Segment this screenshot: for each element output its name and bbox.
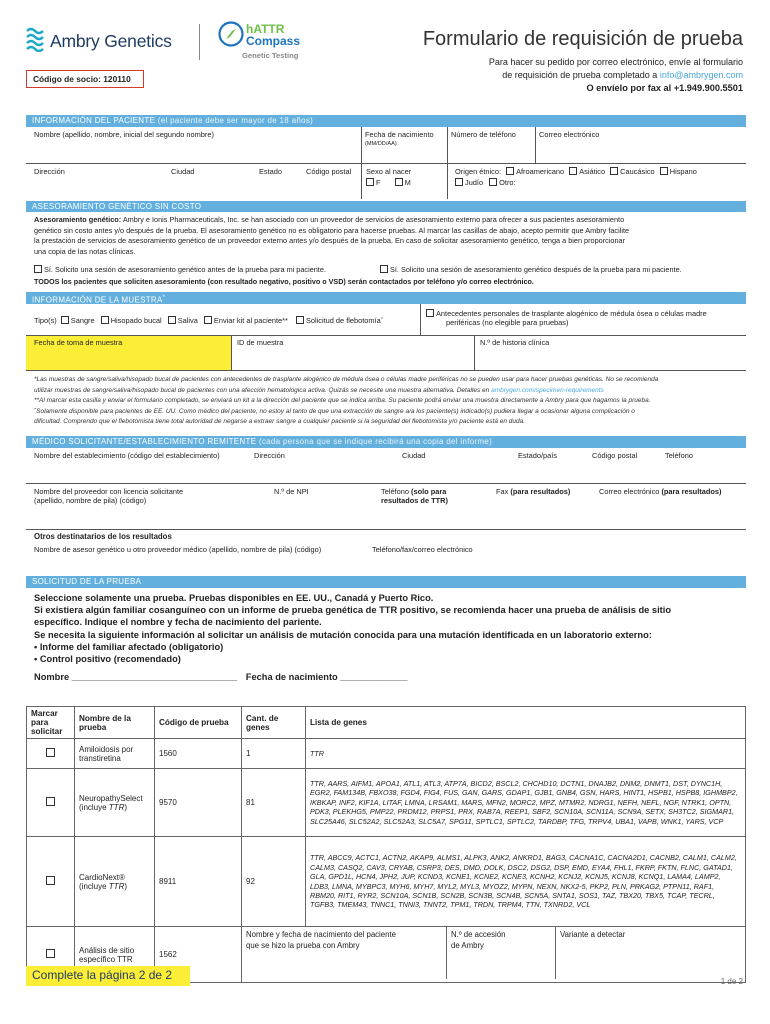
gene-count: 92 bbox=[242, 837, 306, 927]
results-phone-text: Teléfono bbox=[381, 487, 409, 496]
phone-label: Número de teléfono bbox=[451, 130, 516, 139]
results-phone-label bbox=[381, 487, 448, 506]
request-line-1: Seleccione solamente una prueba. Pruebas disponibles en EE. UU., Canadá y Puerto Rico. bbox=[34, 593, 434, 603]
zip-label: Código postal bbox=[306, 167, 352, 176]
request-instructions bbox=[34, 592, 746, 683]
transplant-label-1: Antecedentes personales de trasplante alogénico de médula ósea o células madre bbox=[436, 309, 707, 318]
origin-label-5: Otro: bbox=[499, 178, 516, 187]
table-row bbox=[27, 837, 746, 927]
instructions-line-2-text: de requisición de prueba completado a bbox=[502, 70, 658, 80]
request-bullet-2: • Control positivo (recomendado) bbox=[34, 654, 181, 665]
test-name-post: ) bbox=[124, 881, 128, 891]
gene-list: TTR, AARS, AIFM1, APOA1, ATL1, ATL3, ATP7A, BICD2, BSCL2, CHCHD10, DCTN1, DNAJB2, DNM2, DNMT1, DST, DYNC1H, EGR2, FAM134B, FBXO38, FGD4, FIG4, FUS, GAN, GARS, GDAP1, GJB1, GNB4, GSN, HARS, HINT1, HSPB1, HSPB8, IGHMBP2, IKBKAP, INF2, KIF1A, LITAF, LMNA, LRSAM1, MARS, MFN2, MORC2, MPZ, MTMR2, NDRG1, NEFH, NEFL, NGF, NTRK1, OPTN, PDK3, PLEKHG5, PMP22, PRDM12, PRPS1, PRX, RAB7A, REEP1, SBF2, SCN10A, SCN11A, SCN9A, SETX, SH3TC2, SIGMAR1, SLC25A46, SLC52A2, SLC52A3, SLC5A7, SPG11, SPTLC1, SPTLC2, TARDBP, TFG, TRPV4, UBA1, VAPB, WNK1, YARS, VCP bbox=[306, 769, 746, 837]
ambry-waves-icon bbox=[26, 26, 46, 52]
telfax-label: Teléfono/fax/correo electrónico bbox=[372, 545, 473, 554]
relative-dob-line[interactable]: Fecha de nacimiento _____________ bbox=[245, 672, 408, 683]
provider-section-header bbox=[26, 436, 746, 448]
request-line-4: Se necesita la siguiente información al solicitar un análisis de mutación conocida para una mutación identificada en un laboratorio externo: bbox=[34, 629, 652, 640]
tests-table bbox=[26, 706, 746, 983]
table-row bbox=[27, 769, 746, 837]
gene-count: 1 bbox=[242, 739, 306, 769]
licensed-provider-label bbox=[34, 487, 183, 506]
logo-divider bbox=[199, 24, 200, 60]
dob-format: (MM/DD/AA) bbox=[365, 141, 397, 147]
test-name-text: NeuropathySelect (incluye bbox=[79, 793, 143, 812]
results-phone-bold: (solo para bbox=[411, 487, 447, 496]
counseling-text bbox=[34, 215, 746, 257]
sample-footnotes bbox=[34, 375, 746, 428]
compass-icon bbox=[218, 21, 244, 47]
table-row bbox=[27, 739, 746, 769]
hattr-label: hATTR bbox=[246, 22, 285, 36]
counseling-line-2: genético sin costo antes y/o después de la prueba. El asesoramiento genético no es obligatorio para hacerse pruebas. Al marcar las casillas de abajo, acepto permitir que Ambry facilite bbox=[34, 225, 630, 235]
origin-options-row2 bbox=[455, 178, 516, 187]
test-name: Análisis de sitio específico TTR bbox=[75, 927, 155, 983]
variant-field[interactable] bbox=[555, 927, 745, 979]
patient-section-subtitle: (el paciente debe ser mayor de 18 años) bbox=[157, 116, 314, 125]
patient-email-label: Correo electrónico bbox=[539, 130, 600, 139]
test-code: 1560 bbox=[155, 739, 242, 769]
sample-types bbox=[34, 316, 383, 325]
mrn-label: N.º de historia clínica bbox=[480, 338, 550, 347]
counseling-note: TODOS los pacientes que soliciten asesoramiento (con resultado negativo, positivo o VSD) serán contactados por teléfono y/o correo electrónico. bbox=[34, 277, 534, 286]
test-name: Amiloidosis por transtiretina bbox=[75, 739, 155, 769]
col-test-code: Código de prueba bbox=[155, 707, 242, 739]
relative-info-label-2: que se hizo la prueba con Ambry bbox=[246, 940, 360, 950]
instructions bbox=[489, 56, 743, 95]
results-fax-bold: (para resultados) bbox=[510, 487, 571, 496]
sample-footnote-3: **Al marcar esta casilla y enviar el formulario completado, se enviará un kit a la dirección del paciente que se indica arriba. Su paciente podrá enviar una muestra directamente a Ambry para que hagamos la prueba. bbox=[34, 397, 651, 405]
provider-section-title: MÉDICO SOLICITANTE/ESTABLECIMIENTO REMITENTE bbox=[32, 437, 257, 446]
test-code: 1562 bbox=[155, 927, 242, 983]
city-label: Ciudad bbox=[171, 167, 195, 176]
sex-m-label: M bbox=[404, 178, 411, 187]
partner-code: Código de socio: 120110 bbox=[33, 74, 131, 84]
sample-footnote-2: utilizar muestras de sangre/saliva/hisopado bucal de pacientes con una afección hematológica activa. Quizás se necesite una muestra alternativa. Detalles en bbox=[34, 386, 490, 394]
origin-checkbox-0[interactable] bbox=[506, 167, 514, 175]
counseling-section-title: ASESORAMIENTO GENÉTICO SIN COSTO bbox=[32, 202, 202, 211]
test-code: 9570 bbox=[155, 769, 242, 837]
ambry-logo bbox=[26, 26, 191, 54]
provider-zip-label: Código postal bbox=[592, 451, 638, 460]
sample-footnote-1: *Las muestras de sangre/saliva/hisopado bucal de pacientes con antecedentes de trasplante alogénico de médula ósea o células madre periféricas no se pueden usar para hacer pruebas genéticas. No se recomienda bbox=[34, 376, 659, 383]
provider-state-label: Estado/país bbox=[518, 451, 558, 460]
fax-line: O envíelo por fax al +1.949.900.5501 bbox=[586, 83, 743, 93]
origin-label-0: Afroamericano bbox=[516, 167, 565, 176]
origin-checkbox-4[interactable] bbox=[455, 178, 463, 186]
genetic-testing-label: Genetic Testing bbox=[242, 51, 299, 60]
dob-label: Fecha de nacimiento bbox=[365, 130, 434, 139]
results-fax-label bbox=[496, 487, 570, 496]
results-email-text: Correo electrónico bbox=[599, 487, 660, 496]
sex-f-checkbox[interactable] bbox=[366, 178, 374, 186]
sample-type-checkbox-3[interactable] bbox=[204, 316, 212, 324]
state-label: Estado bbox=[259, 167, 283, 176]
accession-label-2: de Ambry bbox=[451, 940, 484, 950]
sample-section-sup: * bbox=[162, 295, 166, 301]
test-name-text: CardioNext® (incluye bbox=[79, 872, 125, 891]
sample-footnote-4: ˆSolamente disponible para pacientes de EE. UU. Como médico del paciente, no estoy al tanto de que una extracción de sangre a/a los paciente(s) indicado(s) pudiera llegar a ocasionar alguna complicación o bbox=[34, 407, 635, 415]
test-name bbox=[75, 769, 155, 837]
counseling-after bbox=[380, 265, 682, 274]
test-name-italic: TTR bbox=[108, 802, 125, 812]
sample-footnote-5: dificultad. Comprendo que el flebotomista tiene total autoridad de negarse a extraer sangre a cualquier paciente si la seguridad del flebotomista y/o paciente está en duda. bbox=[34, 418, 526, 426]
sample-type-label: Tipo(s) bbox=[34, 316, 57, 325]
origin-label-3: Hispano bbox=[669, 167, 697, 176]
results-fax-text: Fax bbox=[496, 487, 509, 496]
provider-section-subtitle: (cada persona que se indique recibirá una copia del informe) bbox=[258, 437, 493, 446]
licensed-provider-line-1: Nombre del proveedor con licencia solicitante bbox=[34, 487, 184, 496]
gene-list: TTR, ABCC9, ACTC1, ACTN2, AKAP9, ALMS1, ALPK3, ANK2, ANKRD1, BAG3, CACNA1C, CACNA2D1, CACNB2, CALM1, CALM2, CALM3, CASQ2, CAV3, CRYAB, CSRP3, DES, DMD, DOLK, DSC2, DSG2, DSP, EMD, EYA4, FHL1, FKRP, FKTN, FLNC, GATAD1, GLA, GPD1L, HCN4, JPH2, JUP, KCND3, KCNE1, KCNE2, KCNE3, KCNH2, KCNJ2, KCNJ5, KCNJ8, KCNQ1, LAMA4, LAMP2, LDB3, LMNA, MYBPC3, MYH6, MYH7, MYL2, MYL3, MYOZ2, MYPN, NEXN, NKX2-5, PKP2, PLN, PRKAG2, PTPN11, RAF1, RBM20, RIT1, RYR2, SCN10A, SCN1B, SCN2B, SCN3B, SCN4B, SCN5A, SNTA1, SOS1, TAZ, TBX20, TBX5, TCAP, TECRL, TGFB3, TMEM43, TNNC1, TNNI3, TNNT2, TPM1, TRDN, TRPM4, TTN, TXNRD2, VCL bbox=[306, 837, 746, 927]
provider-phone-label: Teléfono bbox=[665, 451, 693, 460]
results-email-label bbox=[599, 487, 721, 496]
transplant-option bbox=[426, 309, 707, 328]
sample-type-checkbox-1[interactable] bbox=[101, 316, 109, 324]
sex-label: Sexo al nacer bbox=[366, 167, 412, 176]
test-checkbox-cardionext[interactable] bbox=[46, 876, 55, 885]
sample-type-label-3: Enviar kit al paciente** bbox=[213, 316, 288, 325]
provider-city-label: Ciudad bbox=[402, 451, 426, 460]
test-name-italic: TTR bbox=[108, 881, 125, 891]
counseling-before-checkbox[interactable] bbox=[34, 265, 42, 273]
provider-address-label: Dirección bbox=[254, 451, 285, 460]
sample-section-title: INFORMACIÓN DE LA MUESTRA bbox=[32, 295, 163, 305]
tests-table-header bbox=[27, 707, 746, 739]
sample-type-label-1: Hisopado bucal bbox=[110, 316, 162, 325]
counseling-line-3: la prestación de servicios de asesoramiento genético de un proveedor externo antes y/o después de la prueba. En caso de solicitar asesoramiento genético, tenga a bien proporcionar bbox=[34, 236, 626, 246]
results-phone-line-2: resultados de TTR) bbox=[381, 496, 448, 506]
collection-date-label: Fecha de toma de muestra bbox=[34, 338, 123, 347]
email-link[interactable]: info@ambrygen.com bbox=[659, 70, 743, 80]
gene-list: TTR bbox=[306, 739, 746, 769]
relative-name-line[interactable]: Nombre ________________________________ bbox=[34, 672, 238, 683]
counseling-after-checkbox[interactable] bbox=[380, 265, 388, 273]
col-gene-list: Lista de genes bbox=[306, 707, 746, 739]
hattr-compass-logo bbox=[218, 20, 308, 66]
request-line-3: específico. Indique el nombre y fecha de nacimiento del pariente. bbox=[34, 617, 322, 628]
address-label: Dirección bbox=[34, 167, 65, 176]
col-test-name: Nombre de la prueba bbox=[75, 707, 155, 739]
page-number: 1 de 2 bbox=[720, 977, 743, 986]
sex-m-checkbox[interactable] bbox=[395, 178, 403, 186]
counseling-line-1: Ambry e Ionis Pharmaceuticals, Inc. se han asociado con un proveedor de servicios de asesoramiento externo para ofrecer a sus pacientes asesoramiento bbox=[122, 215, 625, 224]
request-section-title: SOLICITUD DE LA PRUEBA bbox=[32, 577, 142, 586]
origin-label-4: Judío bbox=[465, 178, 484, 187]
col-select: Marcar para solicitar bbox=[27, 707, 75, 739]
request-section-header bbox=[26, 576, 746, 588]
transplant-label-2: periféricas (no elegible para pruebas) bbox=[446, 318, 569, 328]
npi-label: N.º de NPI bbox=[274, 487, 309, 496]
test-name-post: ) bbox=[124, 802, 128, 812]
relative-info-field[interactable] bbox=[242, 927, 446, 979]
specimen-requirements-link[interactable]: ambrygen.com/specimen-requirements bbox=[491, 386, 604, 394]
gene-count: 81 bbox=[242, 769, 306, 837]
test-code: 8911 bbox=[155, 837, 242, 927]
sample-type-checkbox-2[interactable] bbox=[168, 316, 176, 324]
sample-type-label-4: Solicitud de flebotomíaˆ bbox=[305, 316, 384, 325]
origin-checkbox-5[interactable] bbox=[489, 178, 497, 186]
facility-label: Nombre del establecimiento (código del establecimiento) bbox=[34, 451, 220, 460]
transplant-checkbox[interactable] bbox=[426, 309, 434, 317]
sample-section-header bbox=[26, 292, 746, 304]
patient-section-header bbox=[26, 115, 746, 127]
origin-options bbox=[455, 167, 697, 176]
origin-label-1: Asiático bbox=[579, 167, 606, 176]
licensed-provider-line-2: (apellido, nombre de pila) (código) bbox=[34, 496, 147, 506]
test-name bbox=[75, 837, 155, 927]
patient-name-label: Nombre (apellido, nombre, inicial del segundo nombre) bbox=[34, 130, 214, 139]
instructions-line-1: Para hacer su pedido por correo electrónico, envíe al formulario bbox=[488, 57, 743, 67]
instructions-line-2 bbox=[489, 69, 743, 82]
compass-label: Compass bbox=[246, 34, 301, 48]
relative-info-label-1: Nombre y fecha de nacimiento del paciente bbox=[246, 930, 396, 939]
sex-f-label: F bbox=[376, 178, 381, 187]
accession-label-1: N.º de accesión bbox=[451, 930, 506, 939]
counselor-label: Nombre de asesor genético u otro proveedor médico (apellido, nombre de pila) (código) bbox=[34, 545, 322, 554]
counseling-before-label: Sí. Solicito una sesión de asesoramiento genético antes de la prueba para mi paciente. bbox=[44, 265, 326, 274]
ambry-brand-name: Ambry Genetics bbox=[50, 31, 172, 51]
patient-section-title: INFORMACIÓN DEL PACIENTE bbox=[32, 116, 156, 125]
accession-field[interactable] bbox=[446, 927, 555, 979]
test-checkbox-neuropathyselect[interactable] bbox=[46, 797, 55, 806]
counseling-after-label: Sí. Solicito una sesión de asesoramiento genético después de la prueba para mi paciente. bbox=[390, 265, 682, 274]
sample-type-checkbox-0[interactable] bbox=[61, 316, 69, 324]
other-recipients-title: Otros destinatarios de los resultados bbox=[34, 532, 172, 541]
origin-label-2: Caucásico bbox=[620, 167, 655, 176]
counseling-before bbox=[34, 265, 326, 274]
test-checkbox-site-specific[interactable] bbox=[46, 949, 55, 958]
origin-label: Origen étnico: bbox=[455, 167, 502, 176]
sample-id-label: ID de muestra bbox=[237, 338, 284, 347]
results-email-bold: (para resultados) bbox=[661, 487, 722, 496]
counseling-lead: Asesoramiento genético: bbox=[34, 215, 122, 224]
complete-page-2-text: Complete la página 2 de 2 bbox=[32, 968, 173, 982]
sample-type-label-0: Sangre bbox=[70, 316, 95, 325]
origin-checkbox-2[interactable] bbox=[610, 167, 618, 175]
sample-type-label-2: Saliva bbox=[177, 316, 198, 325]
request-line-2: Si existiera algún familiar cosanguíneo con un informe de prueba genética de TTR positivo, se recomienda hacer una prueba de análisis de sitio bbox=[34, 605, 672, 616]
counseling-line-4: una copia de las notas clínicas. bbox=[34, 246, 136, 256]
col-gene-count: Cant. de genes bbox=[242, 707, 306, 739]
origin-checkbox-1[interactable] bbox=[569, 167, 577, 175]
sex-options bbox=[366, 178, 411, 187]
counseling-section-header bbox=[26, 201, 746, 212]
sample-type-checkbox-4[interactable] bbox=[296, 316, 304, 324]
variant-label: Variante a detectar bbox=[560, 930, 626, 939]
request-bullet-1: • Informe del familiar afectado (obligatorio) bbox=[34, 641, 224, 652]
form-title: Formulario de requisición de prueba bbox=[422, 28, 743, 50]
origin-checkbox-3[interactable] bbox=[660, 167, 668, 175]
test-checkbox-ttr[interactable] bbox=[46, 748, 55, 757]
